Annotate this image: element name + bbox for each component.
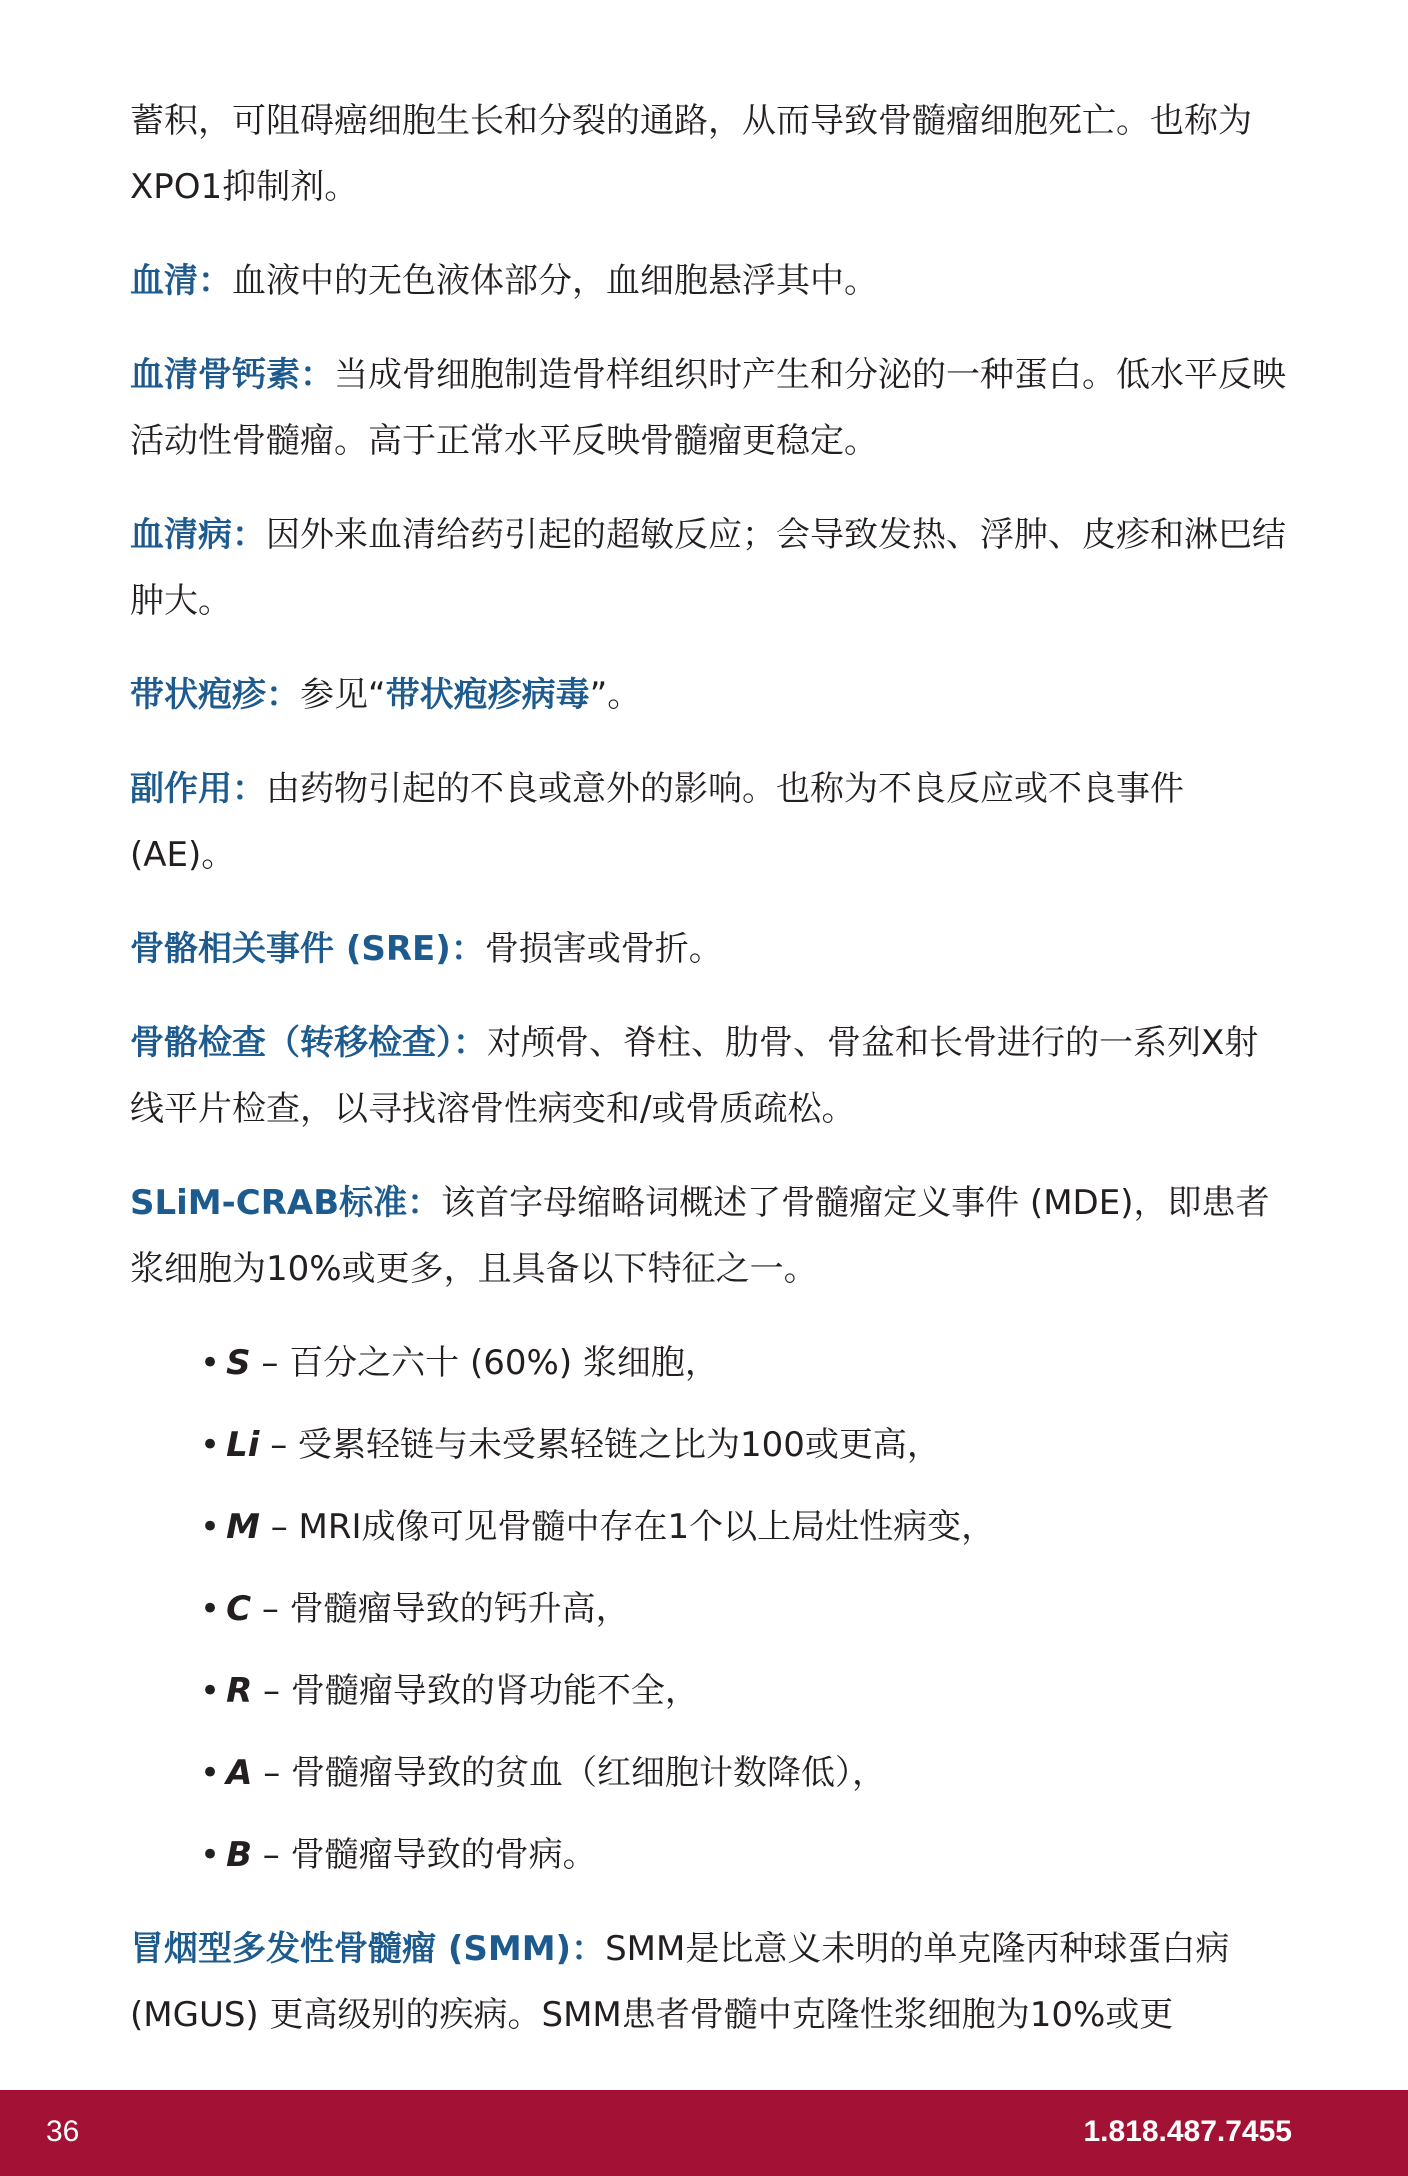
- entry-term: 冒烟型多发性骨髓瘤 (SMM): [130, 1929, 572, 1969]
- bullet-symbol: •: [200, 1507, 221, 1547]
- entry-text: 当成骨细胞制造骨样组织时产生和分泌的一种蛋白。低水平反映活动性骨髓瘤。高于正常水平反映骨髓瘤更稳定。: [130, 355, 1286, 461]
- entry-text: 蓄积，可阻碍癌细胞生长和分裂的通路，从而导致骨髓瘤细胞死亡。也称为XPO1抑制剂。: [130, 101, 1252, 207]
- list-item: [200, 1576, 1290, 1642]
- bullet-symbol: •: [200, 1835, 221, 1875]
- glossary-entry-slim-crab: [130, 1170, 1290, 1302]
- entry-text: 参见“: [300, 675, 386, 715]
- criterion-dash: –: [250, 1343, 290, 1383]
- glossary-entry-shingles: [130, 662, 1290, 728]
- criterion-letter: S: [226, 1343, 251, 1383]
- entry-separator: ：: [450, 929, 485, 969]
- entry-text: 骨损害或骨折。: [484, 929, 723, 969]
- glossary-entry-serum-osteocalcin: [130, 342, 1290, 474]
- criterion-letter: B: [226, 1835, 252, 1875]
- entry-separator: ：: [266, 675, 300, 715]
- glossary-entry-skeletal-survey: [130, 1010, 1290, 1142]
- list-item: [200, 1330, 1290, 1396]
- entry-separator: ：: [571, 1929, 606, 1969]
- phone-number: 1.818.487.7455: [1083, 2115, 1292, 2148]
- entry-term: 血清病: [130, 515, 232, 555]
- bullet-symbol: •: [200, 1753, 221, 1793]
- entry-text: 对颅骨、脊柱、肋骨、骨盆和长骨进行的一系列X射线平片检查，以寻找溶骨性病变和/或骨质疏松。: [130, 1023, 1259, 1129]
- criterion-letter: Li: [226, 1425, 260, 1465]
- entry-text: 该首字母缩略词概述了骨髓瘤定义事件 (MDE)，即患者浆细胞为10%或更多，且具备以下特征之一。: [130, 1183, 1270, 1289]
- entry-term: 血清骨钙素: [130, 355, 300, 395]
- entry-text: 因外来血清给药引起的超敏反应；会导致发热、浮肿、皮疹和淋巴结肿大。: [130, 515, 1286, 621]
- entry-term: 副作用: [130, 769, 232, 809]
- list-item: [200, 1412, 1290, 1478]
- entry-term: 带状疱疹: [130, 675, 266, 715]
- criterion-text: 百分之六十 (60%) 浆细胞，: [289, 1343, 719, 1383]
- entry-term: SLiM-CRAB标准: [130, 1183, 408, 1223]
- entry-term: 血清: [130, 261, 198, 301]
- criterion-dash: –: [259, 1425, 299, 1465]
- entry-separator: ：: [232, 769, 266, 809]
- entry-separator: ：: [198, 261, 232, 301]
- glossary-entry-smm: [130, 1916, 1290, 2048]
- bullet-symbol: •: [200, 1589, 221, 1629]
- list-item: [200, 1822, 1290, 1888]
- list-item: [200, 1740, 1290, 1806]
- criterion-letter: A: [226, 1753, 253, 1793]
- criterion-dash: –: [252, 1753, 292, 1793]
- list-item: [200, 1658, 1290, 1724]
- entry-text: ”。: [589, 675, 642, 715]
- criterion-letter: M: [226, 1507, 260, 1547]
- glossary-entry-continuation: [130, 88, 1290, 220]
- bullet-symbol: •: [200, 1425, 221, 1465]
- criterion-dash: –: [251, 1589, 290, 1629]
- cross-reference-link[interactable]: 带状疱疹病毒: [385, 675, 590, 715]
- criterion-letter: R: [226, 1671, 253, 1711]
- entry-separator: ：: [232, 515, 266, 555]
- entry-term: 骨骼检查（转移检查）: [130, 1023, 453, 1063]
- entry-text: 血液中的无色液体部分，血细胞悬浮其中。: [232, 261, 878, 301]
- entry-separator: ：: [453, 1023, 487, 1063]
- criterion-text: 受累轻链与未受累轻链之比为100或更高，: [298, 1425, 941, 1465]
- entry-term: 骨骼相关事件 (SRE): [130, 929, 451, 969]
- criterion-dash: –: [259, 1507, 299, 1547]
- glossary-entry-sre: [130, 916, 1290, 982]
- entry-text: 由药物引起的不良或意外的影响。也称为不良反应或不良事件 (AE)。: [130, 769, 1184, 875]
- slim-crab-list: [130, 1330, 1290, 1888]
- criterion-dash: –: [251, 1835, 291, 1875]
- glossary-content: [130, 88, 1290, 2076]
- page-footer: [0, 2090, 1408, 2176]
- glossary-entry-side-effect: [130, 756, 1290, 888]
- entry-text: SMM是比意义未明的单克隆丙种球蛋白病 (MGUS) 更高级别的疾病。SMM患者骨髓中克隆性浆细胞为10%或更: [130, 1929, 1230, 2035]
- glossary-entry-serum-sickness: [130, 502, 1290, 634]
- bullet-symbol: •: [200, 1343, 221, 1383]
- criterion-text: 骨髓瘤导致的骨病。: [290, 1835, 597, 1875]
- list-item: [200, 1494, 1290, 1560]
- entry-separator: ：: [300, 355, 334, 395]
- entry-separator: ：: [407, 1183, 442, 1223]
- bullet-symbol: •: [200, 1671, 221, 1711]
- criterion-text: 骨髓瘤导致的肾功能不全，: [290, 1671, 699, 1711]
- criterion-dash: –: [252, 1671, 291, 1711]
- criterion-text: 骨髓瘤导致的钙升高，: [289, 1589, 630, 1629]
- criterion-text: 骨髓瘤导致的贫血（红细胞计数降低），: [291, 1753, 887, 1793]
- criterion-text: MRI成像可见骨髓中存在1个以上局灶性病变，: [298, 1507, 996, 1547]
- page-number: 36: [46, 2115, 80, 2148]
- glossary-entry-serum: [130, 248, 1290, 314]
- criterion-letter: C: [226, 1589, 252, 1629]
